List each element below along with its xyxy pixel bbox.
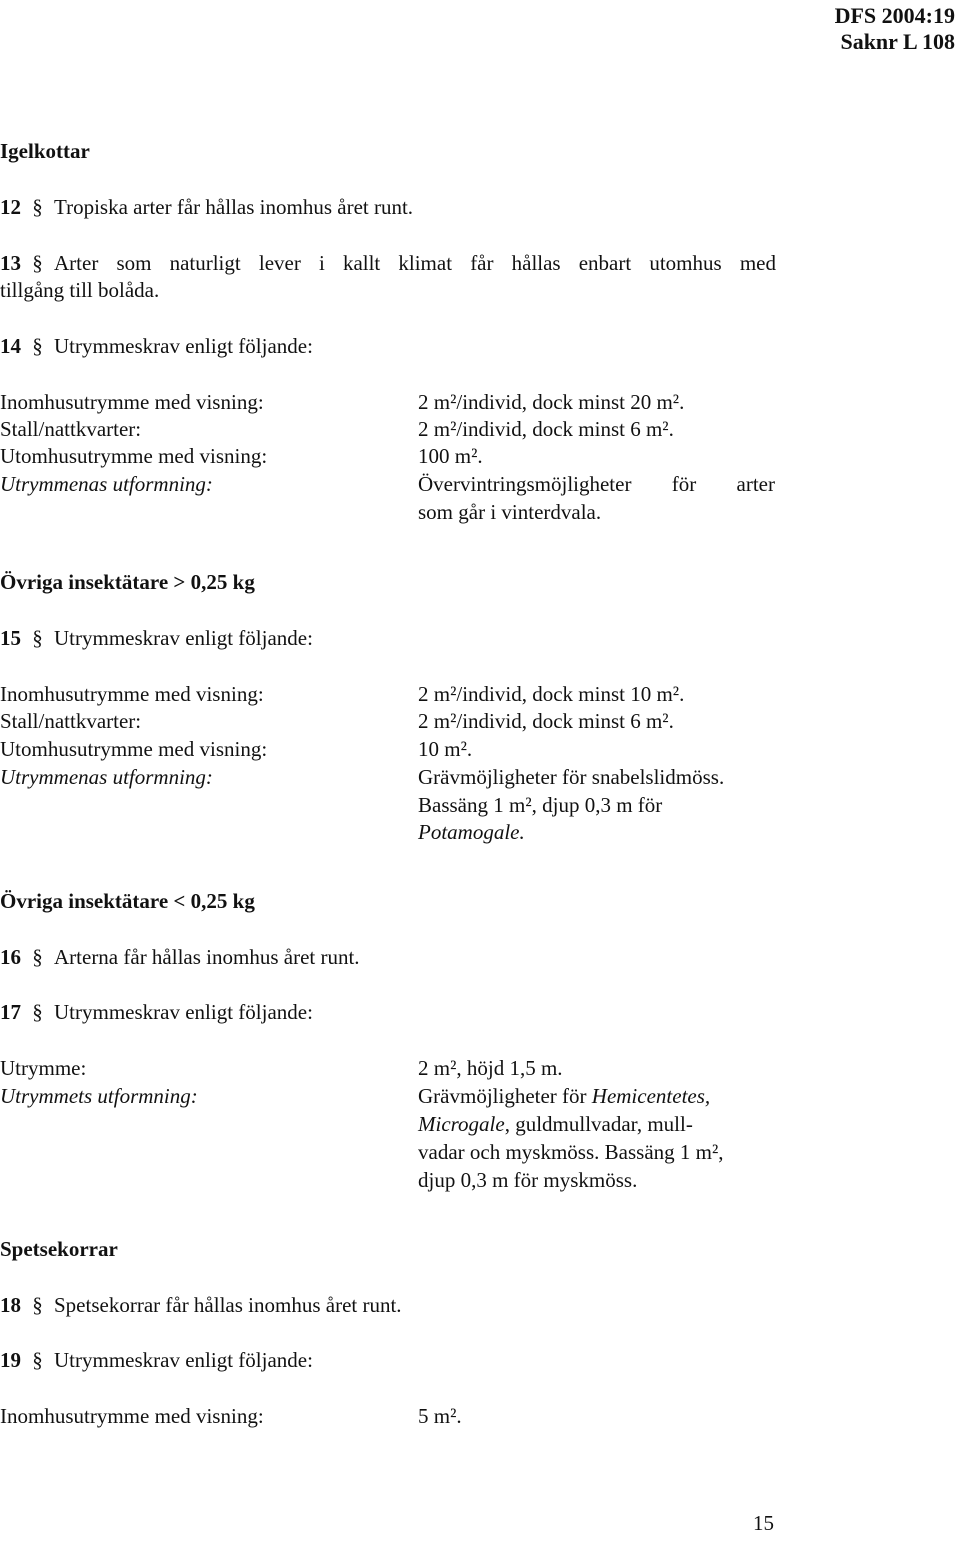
paragraph-17 (0, 999, 313, 1026)
word: utomhus (649, 251, 722, 275)
word: Arter (54, 251, 99, 275)
paragraph-14 (0, 333, 313, 360)
requirement-label: Utrymmenas utformning: (0, 765, 213, 789)
word: får (470, 251, 494, 275)
requirement-value-continued: vadar och myskmöss. Bassäng 1 m², (418, 1140, 724, 1164)
requirement-label: Stall/nattkvarter: (0, 417, 142, 441)
word: med (739, 251, 776, 275)
requirement-value: 5 m². (418, 1404, 462, 1428)
species-name: Hemicentetes, (591, 1084, 711, 1108)
requirement-value: 100 m². (418, 444, 483, 468)
word: naturligt (169, 251, 241, 275)
paragraph-text: Utrymmeskrav enligt följande: (54, 1000, 313, 1024)
page-number: 15 (753, 1511, 774, 1535)
requirement-label: Utomhusutrymme med visning: (0, 444, 268, 468)
paragraph-13 (0, 250, 776, 277)
section-sign-icon: § (32, 1000, 43, 1024)
requirement-value: 2 m²/individ, dock minst 10 m². (418, 682, 685, 706)
paragraph-text: Arterna får hållas inomhus året runt. (54, 945, 360, 969)
requirement-label: Inomhusutrymme med visning: (0, 682, 264, 706)
section-sign-icon: § (32, 334, 43, 358)
section-sign-icon: § (32, 626, 43, 650)
section-title-ovriga-under: Övriga insektätare < 0,25 kg (0, 889, 255, 913)
requirement-value-continued (418, 1111, 693, 1138)
section-title-spetsekorrar: Spetsekorrar (0, 1237, 118, 1261)
paragraph-number: 15 (0, 626, 21, 650)
word: enbart (578, 251, 632, 275)
word: arter (736, 472, 775, 496)
paragraph-number: 12 (0, 195, 21, 219)
requirement-value-continued: Bassäng 1 m², djup 0,3 m för (418, 793, 663, 817)
requirement-value-continued: djup 0,3 m för myskmöss. (418, 1168, 638, 1192)
word: i (318, 251, 325, 275)
section-sign-icon: § (32, 1348, 43, 1372)
word: klimat (398, 251, 453, 275)
section-sign-icon: § (32, 195, 43, 219)
requirement-label: Utrymmenas utformning: (0, 472, 213, 496)
section-sign-icon: § (32, 1293, 43, 1317)
requirement-value: 10 m². (418, 737, 473, 761)
requirement-value: 2 m²/individ, dock minst 6 m². (418, 709, 674, 733)
paragraph-16 (0, 944, 360, 971)
requirement-value: 2 m²/individ, dock minst 6 m². (418, 417, 674, 441)
paragraph-text: Tropiska arter får hållas inomhus året runt. (54, 195, 414, 219)
paragraph-15 (0, 625, 313, 652)
paragraph-number: 18 (0, 1293, 21, 1317)
requirement-value: 2 m²/individ, dock minst 20 m². (418, 390, 685, 414)
word: Övervintringsmöjligheter (418, 472, 632, 496)
requirement-value (418, 1083, 710, 1110)
text-run: , guldmullvadar, mull- (504, 1112, 693, 1136)
requirement-value-species: Potamogale. (418, 820, 525, 844)
paragraph-number: 17 (0, 1000, 21, 1024)
document-id: DFS 2004:19 (834, 3, 955, 28)
paragraph-13-continued: tillgång till bolåda. (0, 278, 160, 302)
paragraph-18 (0, 1292, 402, 1319)
section-sign-icon: § (32, 945, 43, 969)
requirement-label: Utrymmets utformning: (0, 1084, 198, 1108)
word: kallt (342, 251, 381, 275)
section-title-igelkottar: Igelkottar (0, 139, 90, 163)
requirement-value (418, 471, 775, 498)
paragraph-12 (0, 194, 413, 221)
paragraph-text-justified (54, 250, 776, 277)
species-name: Microgale (418, 1112, 505, 1136)
section-title-ovriga-over: Övriga insektätare > 0,25 kg (0, 570, 255, 594)
paragraph-text: Utrymmeskrav enligt följande: (54, 334, 313, 358)
requirement-value: 2 m², höjd 1,5 m. (418, 1056, 563, 1080)
text-run: Grävmöjligheter för (418, 1084, 592, 1108)
paragraph-text: Spetsekorrar får hållas inomhus året runt. (54, 1293, 402, 1317)
section-sign-icon: § (32, 251, 43, 275)
paragraph-text: Utrymmeskrav enligt följande: (54, 1348, 313, 1372)
requirement-label: Utomhusutrymme med visning: (0, 737, 268, 761)
case-number: Saknr L 108 (840, 29, 955, 54)
requirement-label: Stall/nattkvarter: (0, 709, 142, 733)
paragraph-text: Utrymmeskrav enligt följande: (54, 626, 313, 650)
paragraph-number: 13 (0, 251, 21, 275)
requirement-label: Inomhusutrymme med visning: (0, 390, 264, 414)
paragraph-19 (0, 1347, 313, 1374)
paragraph-number: 14 (0, 334, 21, 358)
requirement-value-continued: som går i vinterdvala. (418, 500, 602, 524)
requirement-value: Grävmöjligheter för snabelslidmöss. (418, 765, 725, 789)
word: hållas (511, 251, 561, 275)
word: för (671, 472, 697, 496)
requirement-label: Inomhusutrymme med visning: (0, 1404, 264, 1428)
word: som (116, 251, 152, 275)
word: lever (258, 251, 301, 275)
paragraph-number: 19 (0, 1348, 21, 1372)
requirement-label: Utrymme: (0, 1056, 87, 1080)
paragraph-number: 16 (0, 945, 21, 969)
